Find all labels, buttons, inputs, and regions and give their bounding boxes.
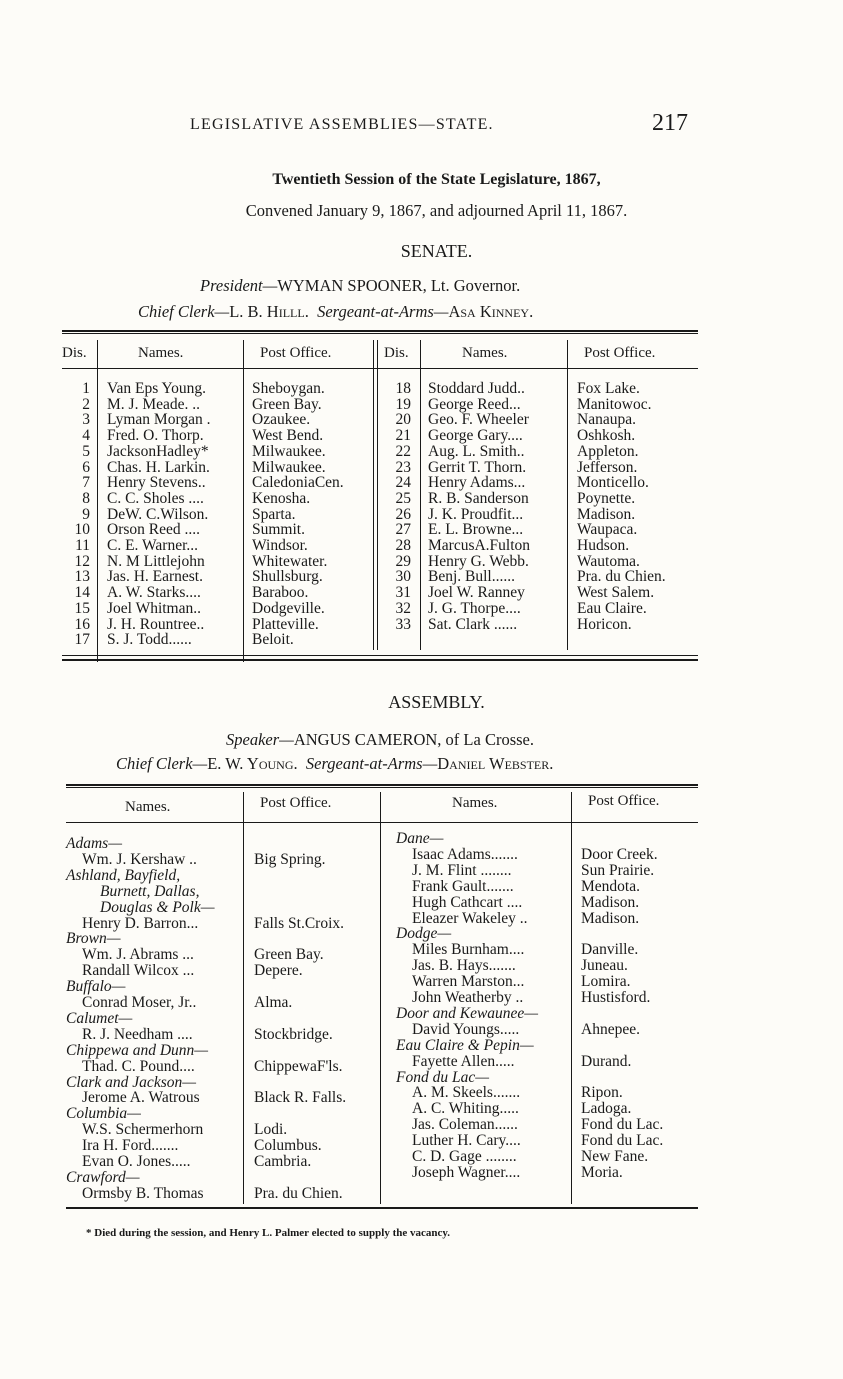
- member-post-office: Cambria.: [254, 1153, 312, 1170]
- senator-post-office: Jefferson.: [577, 458, 638, 476]
- senator-post-office: Baraboo.: [252, 584, 309, 602]
- member-post-office: Ripon.: [581, 1084, 623, 1102]
- senate-district: 32: [395, 599, 411, 617]
- senator-name: Chas. H. Larkin.: [107, 458, 210, 476]
- senator-post-office: West Salem.: [577, 584, 655, 602]
- senator-name: Van Eps Young.: [107, 380, 207, 397]
- member-name: Evan O. Jones.....: [82, 1153, 191, 1170]
- senate-header-rule: [62, 368, 698, 369]
- senate-bottom-rule-2: [62, 659, 698, 661]
- member-name: Miles Burnham....: [412, 941, 525, 959]
- session-title: Twentieth Session of the State Legislature, 1867,: [272, 171, 601, 188]
- senate-district: 22: [395, 442, 411, 460]
- member-name: Jerome A. Watrous: [82, 1089, 200, 1107]
- senate-vrule: [420, 340, 421, 650]
- senate-district: 12: [74, 552, 90, 570]
- senator-post-office: Ozaukee.: [252, 411, 311, 429]
- speaker-name: ANGUS CAMERON, of La Crosse.: [293, 730, 534, 749]
- senator-name: J. G. Thorpe....: [428, 599, 521, 617]
- senator-post-office: Madison.: [577, 505, 636, 523]
- assembly-officers: [116, 754, 553, 774]
- senate-vrule: [97, 340, 98, 662]
- senator-name: Orson Reed ....: [107, 521, 200, 539]
- county-name: Burnett, Dallas,: [100, 882, 200, 900]
- chief-clerk-label: Chief Clerk—: [116, 754, 208, 773]
- assembly-col-post-office: Post Office.: [588, 793, 660, 809]
- senator-post-office: Beloit.: [252, 631, 294, 649]
- senate-col-dis: Dis.: [62, 345, 87, 361]
- senator-post-office: Green Bay.: [252, 395, 322, 413]
- speaker-label: Speaker—: [226, 730, 294, 749]
- member-name: David Youngs.....: [412, 1020, 520, 1038]
- senator-post-office: Monticello.: [577, 474, 649, 492]
- senator-name: Henry Adams...: [428, 474, 526, 492]
- senator-name: Lyman Morgan .: [107, 411, 211, 429]
- senate-district: 10: [74, 521, 90, 539]
- assembly-col-names: Names.: [452, 795, 498, 811]
- senator-post-office: Pra. du Chien.: [577, 568, 666, 586]
- senator-post-office: Eau Claire.: [577, 599, 647, 617]
- member-post-office: Black R. Falls.: [254, 1089, 347, 1107]
- senator-post-office: Hudson.: [577, 537, 630, 554]
- assembly-vrule: [380, 792, 381, 1204]
- senate-district: 6: [82, 458, 90, 476]
- member-post-office: Ahnepee.: [581, 1020, 640, 1038]
- senator-post-office: West Bend.: [252, 427, 324, 445]
- senator-post-office: Nanaupa.: [577, 411, 636, 429]
- member-name: John Weatherby ..: [412, 989, 524, 1006]
- senator-post-office: Wautoma.: [577, 552, 640, 570]
- assembly-col-post-office: Post Office.: [260, 795, 332, 811]
- member-name: Jas. Coleman......: [412, 1116, 518, 1134]
- page-number: 217: [652, 110, 688, 136]
- senator-name: R. B. Sanderson: [428, 489, 529, 507]
- senate-col-post-office: Post Office.: [260, 345, 332, 361]
- senator-post-office: Manitowoc.: [577, 395, 652, 413]
- county-name: Adams—: [66, 835, 122, 852]
- senator-name: J. H. Rountree..: [107, 615, 205, 633]
- senate-district: 25: [395, 489, 411, 507]
- member-name: Hugh Cathcart ....: [412, 893, 523, 911]
- member-post-office: Sun Prairie.: [581, 861, 655, 879]
- member-post-office: Juneau.: [581, 957, 628, 975]
- sergeant-label: Sergeant-at-Arms—: [317, 302, 449, 321]
- running-head: LEGISLATIVE ASSEMBLIES—STATE.: [190, 116, 494, 133]
- senator-name: Stoddard Judd..: [428, 380, 525, 397]
- senator-post-office: Waupaca.: [577, 521, 638, 539]
- senator-post-office: Appleton.: [577, 442, 639, 460]
- county-name: Brown—: [66, 930, 121, 948]
- county-name: Calumet—: [66, 1009, 133, 1027]
- senate-col-post-office: Post Office.: [584, 345, 656, 361]
- senator-name: MarcusA.Fulton: [428, 537, 531, 554]
- senator-name: George Gary....: [428, 427, 523, 445]
- senator-name: Benj. Bull......: [428, 568, 515, 586]
- member-name: Warren Marston...: [412, 973, 525, 991]
- senator-name: Gerrit T. Thorn.: [428, 458, 527, 476]
- member-post-office: Depere.: [254, 962, 303, 980]
- member-name: Thad. C. Pound....: [82, 1057, 195, 1075]
- member-name: Eleazer Wakeley ..: [412, 909, 528, 927]
- member-post-office: Lodi.: [254, 1121, 288, 1139]
- county-name: Eau Claire & Pepin—: [396, 1036, 534, 1054]
- county-name: Door and Kewaunee—: [396, 1004, 539, 1022]
- senator-name: Sat. Clark ......: [428, 615, 518, 633]
- member-post-office: Columbus.: [254, 1137, 322, 1155]
- assembly-top-rule: [66, 784, 698, 786]
- senate-district: 20: [395, 411, 411, 429]
- senator-name: Henry Stevens..: [107, 474, 206, 492]
- member-post-office: Fond du Lac.: [581, 1132, 664, 1150]
- senator-post-office: CaledoniaCen.: [252, 474, 344, 492]
- member-post-office: Hustisford.: [581, 989, 651, 1006]
- senator-name: N. M Littlejohn: [107, 552, 205, 570]
- senator-name: Fred. O. Thorp.: [107, 427, 204, 445]
- senator-name: Joel Whitman..: [107, 599, 201, 617]
- county-name: Columbia—: [66, 1105, 141, 1123]
- member-name: Fayette Allen.....: [412, 1052, 515, 1070]
- senator-post-office: Dodgeville.: [252, 599, 325, 617]
- county-name: Ashland, Bayfield,: [66, 866, 181, 884]
- senate-district: 17: [74, 631, 90, 649]
- senate-district: 11: [75, 537, 90, 554]
- assembly-bottom-rule: [66, 1207, 698, 1209]
- senator-name: DeW. C.Wilson.: [107, 505, 209, 523]
- senate-district: 2: [82, 395, 90, 413]
- member-name: Randall Wilcox ...: [82, 962, 195, 980]
- senator-name: E. L. Browne...: [428, 521, 524, 539]
- senator-post-office: Windsor.: [252, 537, 308, 554]
- senate-district: 23: [395, 458, 411, 476]
- senate-col-names: Names.: [138, 345, 184, 361]
- member-name: Conrad Moser, Jr..: [82, 994, 197, 1011]
- senator-name: Jas. H. Earnest.: [107, 568, 203, 586]
- member-post-office: Stockbridge.: [254, 1025, 333, 1043]
- member-name: Henry D. Barron...: [82, 914, 199, 932]
- senator-name: C. E. Warner...: [107, 537, 199, 554]
- senate-district: 24: [395, 474, 411, 492]
- senator-name: S. J. Todd......: [107, 631, 192, 649]
- member-post-office: Madison.: [581, 893, 640, 911]
- member-post-office: Lomira.: [581, 973, 631, 991]
- county-name: Buffalo—: [66, 978, 126, 996]
- member-name: Jas. B. Hays.......: [412, 957, 516, 975]
- senator-post-office: Milwaukee.: [252, 458, 326, 476]
- senator-post-office: Poynette.: [577, 489, 636, 507]
- sergeant-name: Daniel Webster.: [437, 754, 554, 773]
- senate-district: 18: [395, 380, 411, 397]
- senate-col-dis: Dis.: [384, 345, 409, 361]
- member-name: Joseph Wagner....: [412, 1163, 521, 1181]
- president-name: WYMAN SPOONER, Lt. Governor.: [277, 276, 521, 295]
- senate-district: 30: [395, 568, 411, 586]
- senate-district: 9: [82, 505, 90, 523]
- member-name: Ira H. Ford.......: [82, 1137, 179, 1155]
- assembly-vrule: [243, 792, 244, 1204]
- president-label: President—: [200, 276, 278, 295]
- member-post-office: Fond du Lac.: [581, 1116, 664, 1134]
- senate-vrule: [377, 340, 378, 650]
- assembly-top-rule-2: [66, 787, 698, 788]
- member-post-office: Alma.: [254, 994, 293, 1011]
- senator-name: A. W. Starks....: [107, 584, 201, 602]
- member-name: R. J. Needham ....: [82, 1025, 193, 1043]
- senate-col-names: Names.: [462, 345, 508, 361]
- senate-bottom-rule: [62, 655, 698, 656]
- member-post-office: Mendota.: [581, 877, 640, 895]
- senator-name: C. C. Sholes ....: [107, 489, 204, 507]
- member-post-office: Door Creek.: [581, 845, 658, 863]
- member-name: C. D. Gage ........: [412, 1148, 517, 1165]
- senate-district: 1: [82, 380, 90, 397]
- senate-district: 33: [395, 615, 411, 633]
- member-name: Frank Gault.......: [412, 877, 514, 895]
- senate-district: 15: [74, 599, 90, 617]
- senate-district: 26: [395, 505, 411, 523]
- member-post-office: Moria.: [581, 1163, 623, 1181]
- member-post-office: Big Spring.: [254, 850, 326, 868]
- senate-district: 27: [395, 521, 411, 539]
- senator-post-office: Shullsburg.: [252, 568, 323, 586]
- member-post-office: Durand.: [581, 1052, 632, 1070]
- member-post-office: Green Bay.: [254, 946, 324, 964]
- session-dates: Convened January 9, 1867, and adjourned April 11, 1867.: [245, 201, 628, 220]
- senate-district: 14: [74, 584, 90, 602]
- senate-district: 31: [395, 584, 411, 602]
- senator-post-office: Whitewater.: [252, 552, 328, 570]
- senate-district: 8: [82, 489, 90, 507]
- assembly-heading: ASSEMBLY.: [388, 692, 485, 712]
- senator-name: Aug. L. Smith..: [428, 442, 525, 460]
- chief-clerk-label: Chief Clerk—: [138, 302, 230, 321]
- senate-district: 29: [395, 552, 411, 570]
- senate-district: 19: [395, 395, 411, 413]
- member-name: Luther H. Cary....: [412, 1132, 521, 1150]
- senate-president: [200, 276, 520, 296]
- senate-district: 21: [395, 427, 411, 445]
- member-post-office: New Fane.: [581, 1148, 649, 1165]
- member-name: Isaac Adams.......: [412, 845, 518, 863]
- senator-post-office: Summit.: [252, 521, 305, 539]
- county-name: Douglas & Polk—: [100, 898, 215, 916]
- footnote: * Died during the session, and Henry L. Palmer elected to supply the vacancy.: [86, 1227, 451, 1239]
- senate-district: 3: [82, 411, 90, 429]
- senator-post-office: Horicon.: [577, 615, 632, 633]
- county-name: Dodge—: [396, 925, 452, 943]
- senator-post-office: Kenosha.: [252, 489, 311, 507]
- county-name: Fond du Lac—: [396, 1068, 489, 1086]
- member-name: Wm. J. Abrams ...: [82, 946, 194, 964]
- senator-name: Geo. F. Wheeler: [428, 411, 529, 429]
- senate-district: 7: [82, 474, 90, 492]
- senator-name: Joel W. Ranney: [428, 584, 525, 602]
- member-post-office: Falls St.Croix.: [254, 914, 345, 932]
- senate-district: 13: [74, 568, 90, 586]
- chief-clerk-name: E. W. Young.: [207, 754, 298, 773]
- senator-name: JacksonHadley*: [107, 442, 209, 460]
- senator-name: M. J. Meade. ..: [107, 395, 200, 413]
- senate-heading: SENATE.: [400, 241, 473, 261]
- member-post-office: Pra. du Chien.: [254, 1184, 343, 1202]
- member-name: W.S. Schermerhorn: [82, 1121, 204, 1139]
- assembly-vrule: [571, 792, 572, 1204]
- senate-top-rule: [62, 330, 698, 332]
- chief-clerk-name: L. B. Hilll.: [229, 302, 309, 321]
- member-name: Ormsby B. Thomas: [82, 1184, 204, 1202]
- member-name: Wm. J. Kershaw ..: [82, 850, 197, 868]
- senate-district: 16: [74, 615, 90, 633]
- assembly-speaker: [226, 730, 534, 750]
- member-post-office: ChippewaF'ls.: [254, 1057, 343, 1075]
- member-name: A. M. Skeels.......: [412, 1084, 521, 1102]
- county-name: Crawford—: [66, 1168, 140, 1186]
- senate-vrule: [567, 340, 568, 650]
- senator-name: George Reed...: [428, 395, 521, 413]
- county-name: Clark and Jackson—: [66, 1073, 197, 1091]
- senator-name: J. K. Proudfit...: [428, 505, 524, 523]
- senator-post-office: Milwaukee.: [252, 442, 326, 460]
- senator-post-office: Oshkosh.: [577, 427, 636, 445]
- county-name: Dane—: [396, 830, 444, 847]
- member-post-office: Ladoga.: [581, 1100, 632, 1118]
- assembly-col-names: Names.: [125, 799, 171, 815]
- senator-post-office: Sparta.: [252, 505, 296, 523]
- sergeant-label: Sergeant-at-Arms—: [305, 754, 438, 773]
- assembly-header-rule: [66, 822, 698, 823]
- county-name: Chippewa and Dunn—: [66, 1041, 209, 1059]
- senator-post-office: Fox Lake.: [577, 380, 640, 397]
- senate-officers: [138, 302, 533, 322]
- member-post-office: Madison.: [581, 909, 640, 927]
- member-name: A. C. Whiting.....: [412, 1100, 519, 1118]
- member-name: J. M. Flint ........: [412, 861, 512, 879]
- senate-district: 4: [82, 427, 90, 445]
- senator-post-office: Platteville.: [252, 615, 319, 633]
- member-post-office: Danville.: [581, 941, 639, 959]
- senate-district: 5: [82, 442, 90, 460]
- sergeant-name: Asa Kinney.: [448, 302, 534, 321]
- senator-name: Henry G. Webb.: [428, 552, 529, 570]
- senate-top-rule-2: [62, 333, 698, 334]
- senator-post-office: Sheboygan.: [252, 380, 325, 397]
- senate-vrule: [243, 340, 244, 662]
- senate-district: 28: [395, 537, 411, 554]
- senate-vrule: [373, 340, 374, 650]
